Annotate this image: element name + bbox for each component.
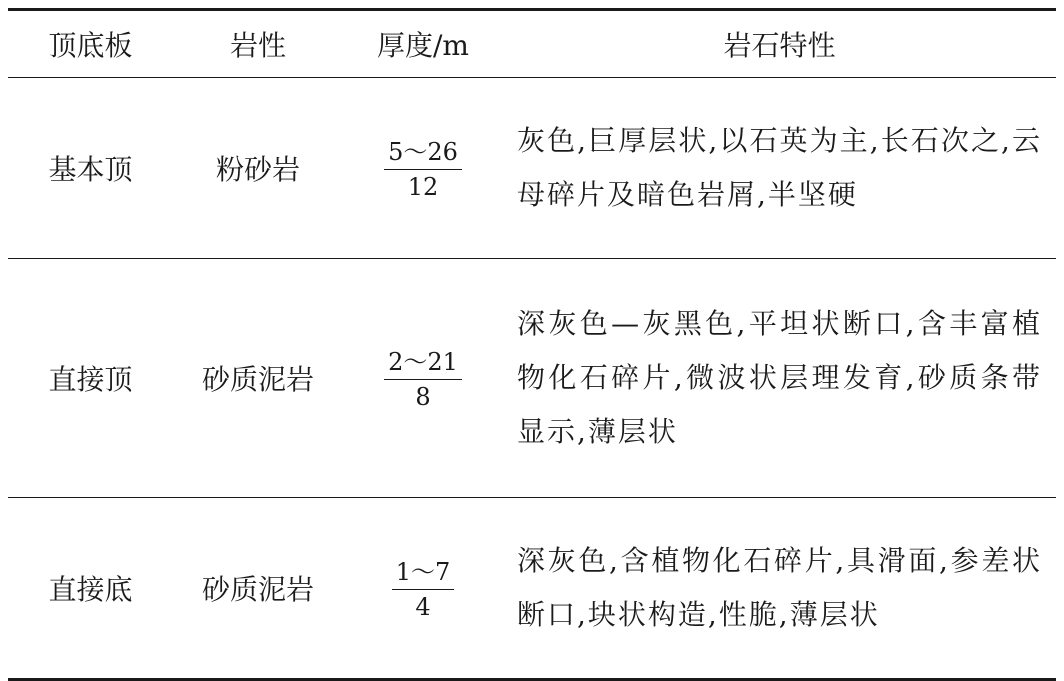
layer-cell: 直接底 bbox=[48, 573, 133, 606]
thickness-cell bbox=[343, 78, 503, 259]
thickness-fraction bbox=[392, 557, 455, 622]
description-cell: 灰色,巨厚层状,以石英为主,长石次之,云母碎片及暗色岩屑,半坚硬 bbox=[517, 124, 1042, 211]
thickness-range: 5～26 bbox=[384, 137, 462, 170]
header-lithology: 岩性 bbox=[229, 29, 286, 62]
lithology-cell: 砂质泥岩 bbox=[201, 363, 314, 396]
description-cell: 深灰色,含植物化石碎片,具滑面,参差状断口,块状构造,性脆,薄层状 bbox=[517, 544, 1042, 631]
thickness-cell bbox=[343, 259, 503, 498]
description-cell: 深灰色—灰黑色,平坦状断口,含丰富植物化石碎片,微波状层理发育,砂质条带显示,薄层状 bbox=[517, 307, 1042, 448]
header-row bbox=[8, 10, 1056, 78]
layer-cell: 直接顶 bbox=[48, 363, 133, 396]
thickness-fraction bbox=[384, 137, 462, 202]
table-header bbox=[8, 10, 1056, 78]
lithology-cell: 砂质泥岩 bbox=[201, 573, 314, 606]
table-row bbox=[8, 259, 1056, 498]
layer-cell: 基本顶 bbox=[48, 153, 133, 186]
table-row bbox=[8, 498, 1056, 680]
header-thickness: 厚度/m bbox=[377, 29, 469, 62]
thickness-range: 2～21 bbox=[384, 347, 462, 380]
thickness-average: 4 bbox=[415, 593, 431, 621]
table-row bbox=[8, 78, 1056, 259]
rock-properties-table bbox=[8, 8, 1056, 681]
header-characteristics: 岩石特性 bbox=[723, 29, 836, 62]
thickness-cell bbox=[343, 498, 503, 680]
thickness-average: 8 bbox=[415, 383, 431, 411]
table-body bbox=[8, 78, 1056, 680]
header-layer: 顶底板 bbox=[48, 29, 133, 62]
thickness-fraction bbox=[384, 347, 462, 412]
thickness-average: 12 bbox=[407, 173, 439, 201]
lithology-cell: 粉砂岩 bbox=[215, 153, 300, 186]
thickness-range: 1～7 bbox=[392, 557, 455, 590]
